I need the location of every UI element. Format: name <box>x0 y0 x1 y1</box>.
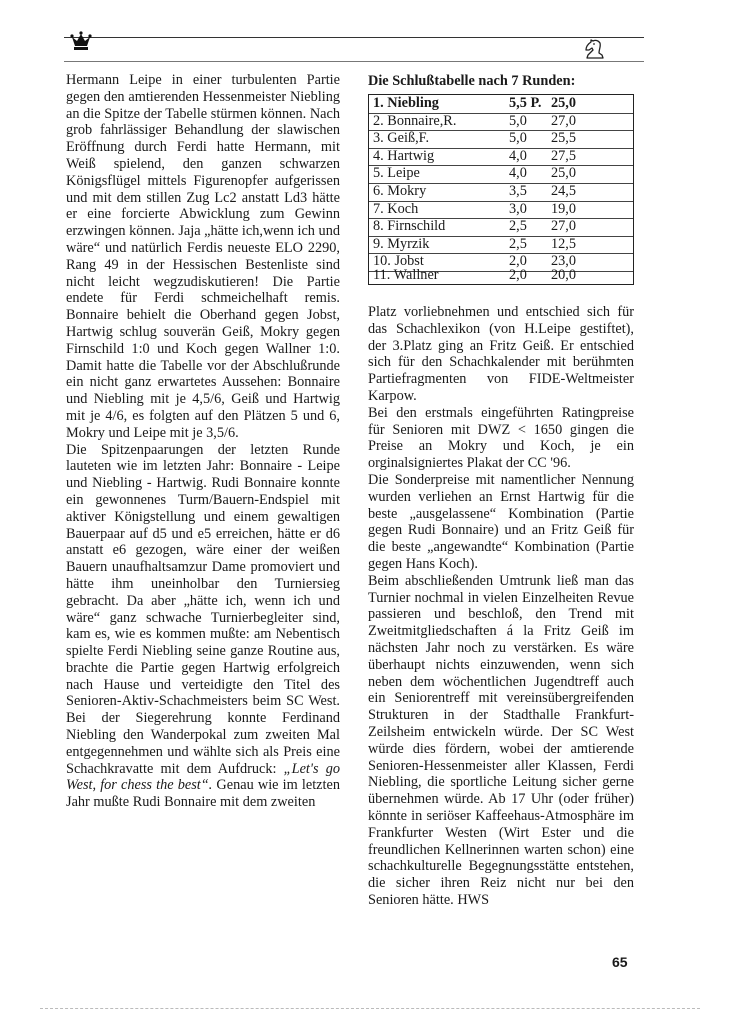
row-points: 2,0 <box>509 267 527 283</box>
row-name: 5. Leipe <box>373 165 420 182</box>
row-name: 9. Myrzik <box>373 235 430 252</box>
row-name: 7. Koch <box>373 200 419 217</box>
table-title: Die Schlußtabelle nach 7 Runden: <box>368 73 576 89</box>
knight-icon <box>583 38 607 60</box>
page-number: 65 <box>612 954 628 970</box>
right-paragraph-4: Beim abschließenden Umtrunk ließ man das Turnier nochmal in vielen Einzelheiten Revue passieren und beschloß, den Trend mit Zweitmitgliedschaften á la Fritz Geiß im nächsten Jahr noch zu verstärken. Es wäre überhaupt nichts einzuwenden, wenn sich neben dem wöchentlichen Jugendtreff auch ein Seniorentreff mit vereinsübergreifenden Strukturen in der Stadthalle Frankfurt-Zeilsheim entwickeln würde. Der SC West würde dies fördern, wobei der amtierende Senioren-Hessenmeister aller Klassen, Ferdi Niebling, die sportliche Leitung sicher gerne übernehmen würde. Ab 17 Uhr (oder früher) könnte in seriöser Kaffeehaus-Atmosphäre im Frankfurter Westen (Wirt Ester und die freundlichen Kellnerinnen warten schon) eine schachkulturelle Begegnungsstätte entstehen, die sicher ihren Reiz nicht nur bei den Senioren hätte. HWS <box>368 572 634 908</box>
row-name: 3. Geiß,F. <box>373 130 430 147</box>
row-name: 2. Bonnaire,R. <box>373 112 457 129</box>
right-column <box>368 304 634 909</box>
row-name: 1. Niebling <box>373 95 439 111</box>
crown-icon <box>70 31 92 51</box>
header-rule <box>64 37 644 38</box>
right-paragraph-3: Die Sonderpreise mit namentlicher Nennung wurden verliehen an Ernst Hartwig für die beste „ausgelassene“ Kombination (Partie gegen Rudi Bonnaire) und an Fritz Geiß für die beste „angewandte“ Kombination (Partie gegen Hans Koch). <box>368 471 634 572</box>
row-points: 2,0 <box>509 253 527 270</box>
row-name: 10. Jobst <box>373 253 424 270</box>
row-points: 3,0 <box>509 200 527 217</box>
row-name: 8. Firnschild <box>373 218 446 235</box>
row-score: 24,5 <box>551 183 577 199</box>
left-paragraph-2-motto: „Let's go West, for chess the best“. <box>66 760 340 794</box>
left-paragraph-2 <box>66 442 340 812</box>
row-score: 19,0 <box>551 200 577 217</box>
row-score: 12,5 <box>551 235 577 252</box>
row-name: 6. Mokry <box>373 183 427 199</box>
row-score: 27,0 <box>551 112 577 129</box>
row-score: 25,0 <box>551 95 577 111</box>
row-points: 5,5 P. <box>509 95 542 111</box>
row-points: 5,0 <box>509 130 527 147</box>
row-points: 4,0 <box>509 165 527 182</box>
row-name: 11. Wallner <box>373 267 439 283</box>
footer-rule <box>40 1008 700 1009</box>
row-score: 27,0 <box>551 218 577 235</box>
left-column <box>66 72 340 811</box>
row-name: 4. Hartwig <box>373 147 435 164</box>
left-paragraph-2-end: Genau wie im letzten Jahr mußte Rudi Bonnaire mit dem zweiten <box>66 777 340 811</box>
left-paragraph-2-start: Die Spitzenpaarungen der letzten Runde lauteten wie im letzten Jahr: Bonnaire - Leipe und Niebling - Hartwig. Rudi Bonnaire konnte ein gewonnenes Turm/Bauern-Endspiel mit aktiver Königstellung und einem gewaltigen Bauerpaar auf d5 und e5 erreichen, hätte er d6 anstatt e6 gezogen, wäre einer der weißen Bauern unaufhaltsamzur Dame promoviert und hätte ihm uneinholbar den Turniersieg gebracht. Da aber „hätte ich, wenn ich und wäre“ ganz schwache Turnierbegleiter sind, kam es, wie es kommen mußte: am Nebentisch spielte Ferdi Niebling seine ganze Routine aus, brachte die Partie gegen Hartwig erfolgreich nach Hause und verteidigte den Titel des Senioren-Aktiv-Schachmeisters beim SC West. Bei der Siegerehrung konnte Ferdinand Niebling den Wanderpokal zum zweiten Mal entgegennehmen und wählte sich als Preis eine Schachkravatte mit dem Aufdruck: <box>66 441 340 777</box>
row-score: 20,0 <box>551 267 577 283</box>
right-paragraph-2: Bei den erstmals eingeführten Ratingpreise für Senioren mit DWZ < 1650 gingen die Preise an Mokry und Koch, je ein orginalsigniertes Plakat der CC '96. <box>368 404 634 472</box>
row-points: 3,5 <box>509 183 527 199</box>
row-points: 2,5 <box>509 235 527 252</box>
row-points: 5,0 <box>509 112 527 129</box>
row-score: 27,5 <box>551 147 577 164</box>
standings-table <box>368 94 634 285</box>
row-points: 4,0 <box>509 147 527 164</box>
row-points: 2,5 <box>509 218 527 235</box>
right-paragraph-1: Platz vorliebnehmen und entschied sich für das Schachlexikon (von H.Leipe gestiftet), der 3.Platz ging an Fritz Geiß. Er entschied sich für den Schachkalender mit berühmten Partiefragmenten von FIDE-Weltmeister Karpow. <box>368 304 634 404</box>
row-score: 25,5 <box>551 130 577 147</box>
row-score: 25,0 <box>551 165 577 182</box>
header-rule-secondary <box>64 61 644 62</box>
left-paragraph-1: Hermann Leipe in einer turbulenten Partie gegen den amtierenden Hessenmeister Niebling an die Spitze der Tabelle stürmen können. Nach grob fahrlässiger Behandlung der slawischen Eröffnung durch Ferdi hatte Hermann, mit Weiß spielend, den ganzen schwarzen Königsflügel mittels Figurenopfer aufgerissen und mit dem stillen Zug Lc2 anstatt Ld3 hätte er eine forcierte Abwicklung zum Gewinn erzwingen können. Jaja „hätte ich,wenn ich und wäre“ und natürlich Ferdis neueste ELO 2290, Rang 49 in der Hessischen Bestenliste sind nicht leicht wegzudiskutieren! Die Partie endete für Ferdi schmeichelhaft remis. Bonnaire behielt die Oberhand gegen Jobst, Hartwig schlug souverän Geiß, Mokry gegen Firnschild 1:0 und Koch gegen Wallner 1:0. Damit hatte die Tabelle vor der Abschlußrunde ein nicht ganz erwartetes Aussehen: Bonnaire und Niebling mit je 4,5/6, Geiß und Hartwig mit je 4/6, es folgten auf den Plätzen 5 und 6, Mokry und Leipe mit je 3,5/6. <box>66 72 340 441</box>
row-score: 23,0 <box>551 253 577 270</box>
